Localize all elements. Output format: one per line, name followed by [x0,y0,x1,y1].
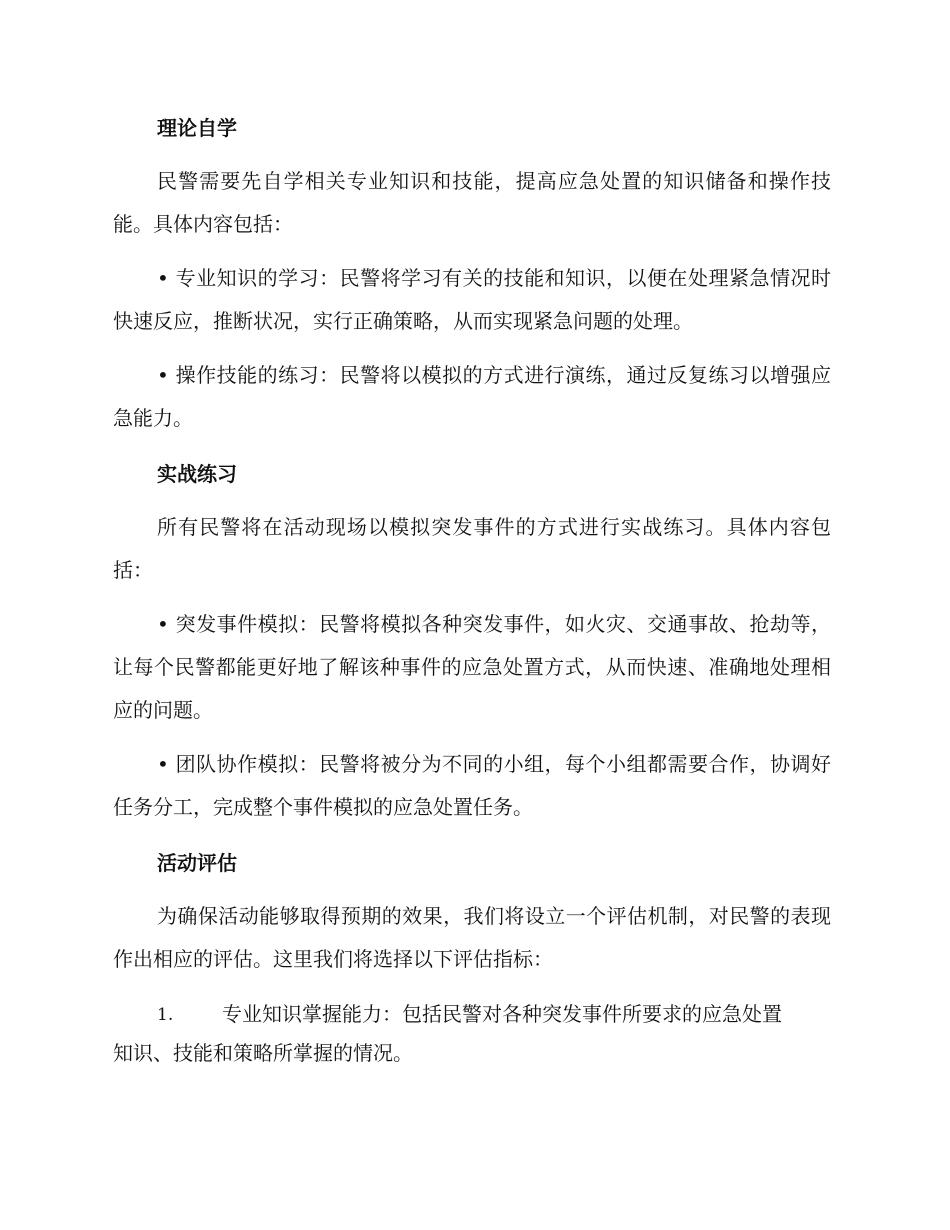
list-item-number: 1. [157,1005,174,1025]
list-item-text-continued: 知识、技能和策略所掌握的情况。 [113,1041,413,1065]
paragraph: 为确保活动能够取得预期的效果，我们将设立一个评估机制，对民警的表现作出相应的评估。这里我们将选择以下评估指标： [113,904,831,971]
bullet-item: • 操作技能的练习：民警将以模拟的方式进行演练，通过反复练习以增强应急能力。 [113,363,831,430]
paragraph: 民警需要先自学相关专业知识和技能，提高应急处置的知识储备和操作技能。具体内容包括： [113,169,831,236]
bullet-item: • 专业知识的学习：民警将学习有关的技能和知识，以便在处理紧急情况时快速反应，推断状况，实行正确策略，从而实现紧急问题的处理。 [113,266,831,333]
list-item-text: 专业知识掌握能力：包括民警对各种突发事件所要求的应急处置 [222,1002,782,1026]
section-heading: 活动评估 [157,851,237,875]
section-heading: 理论自学 [157,116,237,140]
bullet-item: • 团队协作模拟：民警将被分为不同的小组，每个小组都需要合作，协调好任务分工，完成整个事件模拟的应急处置任务。 [113,752,831,819]
paragraph: 所有民警将在活动现场以模拟突发事件的方式进行实战练习。具体内容包括： [113,515,831,582]
bullet-item: • 突发事件模拟：民警将模拟各种突发事件，如火灾、交通事故、抢劫等，让每个民警都能更好地了解该种事件的应急处置方式，从而快速、准确地处理相应的问题。 [113,612,831,722]
section-heading: 实战练习 [157,462,237,486]
